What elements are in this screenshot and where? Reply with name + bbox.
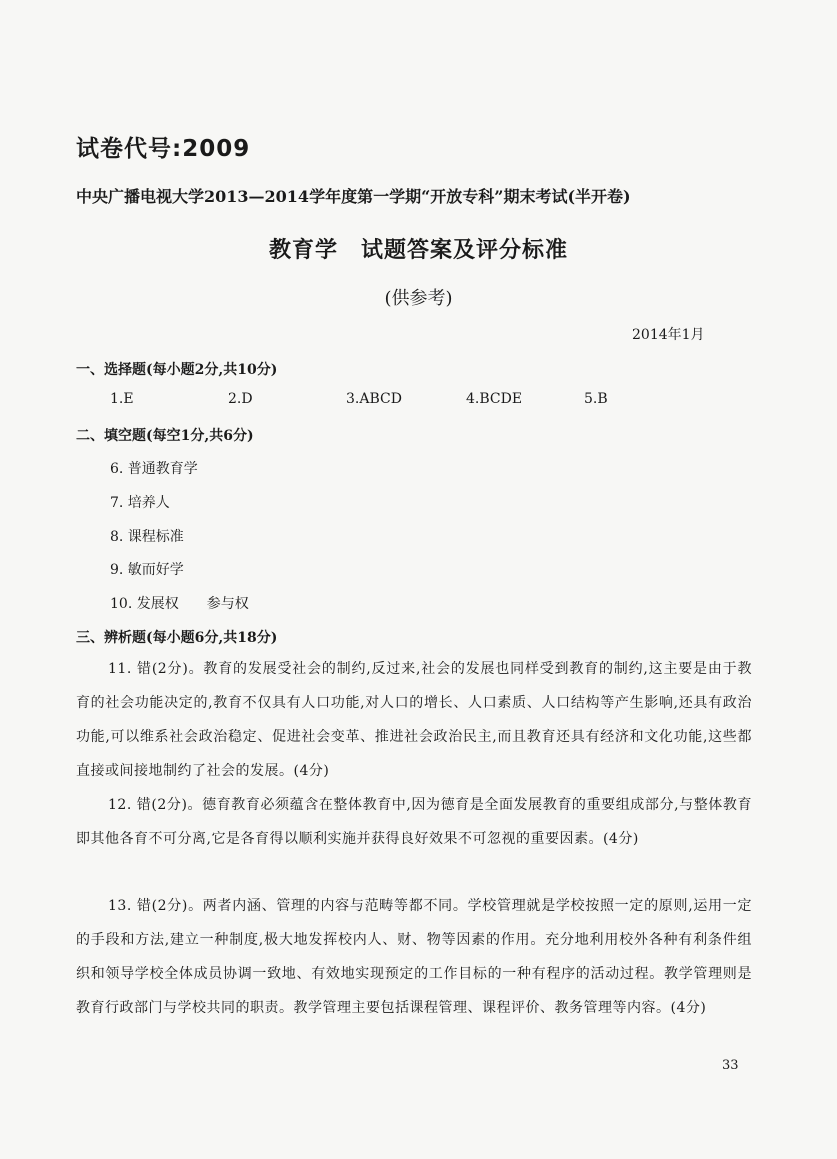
page-subtitle: (供参考) (384, 288, 453, 309)
choice-answer: 3.ABCD (346, 391, 402, 407)
page-number: 33 (722, 1058, 739, 1073)
analysis-answer-12: 12. 错(2分)。德育教育必须蕴含在整体教育中,因为德育是全面发展教育的重要组成部分,与整体教育即其他各育不可分离,它是各育得以顺利实施并获得良好效果不可忽视的重要因素。(4分) (76, 797, 752, 847)
section-heading-fill-blank: 二、填空题(每空1分,共6分) (76, 428, 254, 444)
section-heading-choice: 一、选择题(每小题2分,共10分) (76, 362, 278, 378)
choice-answer: 2.D (228, 391, 253, 407)
fill-blank-answer-10 (110, 593, 249, 613)
choice-answer: 4.BCDE (466, 391, 523, 407)
choice-answer: 1.E (110, 391, 134, 407)
page-title: 教育学 试题答案及评分标准 (268, 237, 568, 263)
fill-blank-answer-10a: 10. 发展权 (110, 596, 179, 612)
fill-blank-answer: 9. 敏而好学 (110, 562, 184, 578)
exam-code: 试卷代号:2009 (76, 136, 251, 162)
fill-blank-answer-10b: 参与权 (206, 596, 249, 612)
analysis-answer-13: 13. 错(2分)。两者内涵、管理的内容与范畴等都不同。学校管理就是学校按照一定的原则,运用一定的手段和方法,建立一种制度,极大地发挥校内人、财、物等因素的作用。充分地利用校外各种有利条件组织和领导学校全体成员协调一致地、有效地实现预定的工作目标的一种有程序的活动过程。教学管理则是教育行政部门与学校共同的职责。教学管理主要包括课程管理、课程评价、教务管理等内容。(4分) (76, 898, 752, 1016)
exam-title: 中央广播电视大学2013—2014学年度第一学期“开放专科”期末考试(半开卷) (76, 187, 631, 206)
exam-date: 2014年1月 (632, 327, 705, 343)
section-heading-analysis: 三、辨析题(每小题6分,共18分) (76, 630, 278, 646)
fill-blank-answer: 8. 课程标准 (110, 529, 184, 545)
choice-answer: 5.B (584, 391, 608, 407)
fill-blank-answer: 7. 培养人 (110, 495, 170, 511)
analysis-answer-11: 11. 错(2分)。教育的发展受社会的制约,反过来,社会的发展也同样受到教育的制约,这主要是由于教育的社会功能决定的,教育不仅具有人口功能,对人口的增长、人口素质、人口结构等产生影响,还具有政治功能,可以维系社会政治稳定、促进社会变革、推进社会政治民主,而且教育还具有经济和文化功能,这些都直接或间接地制约了社会的发展。(4分) (76, 661, 752, 779)
fill-blank-answer: 6. 普通教育学 (110, 461, 198, 477)
